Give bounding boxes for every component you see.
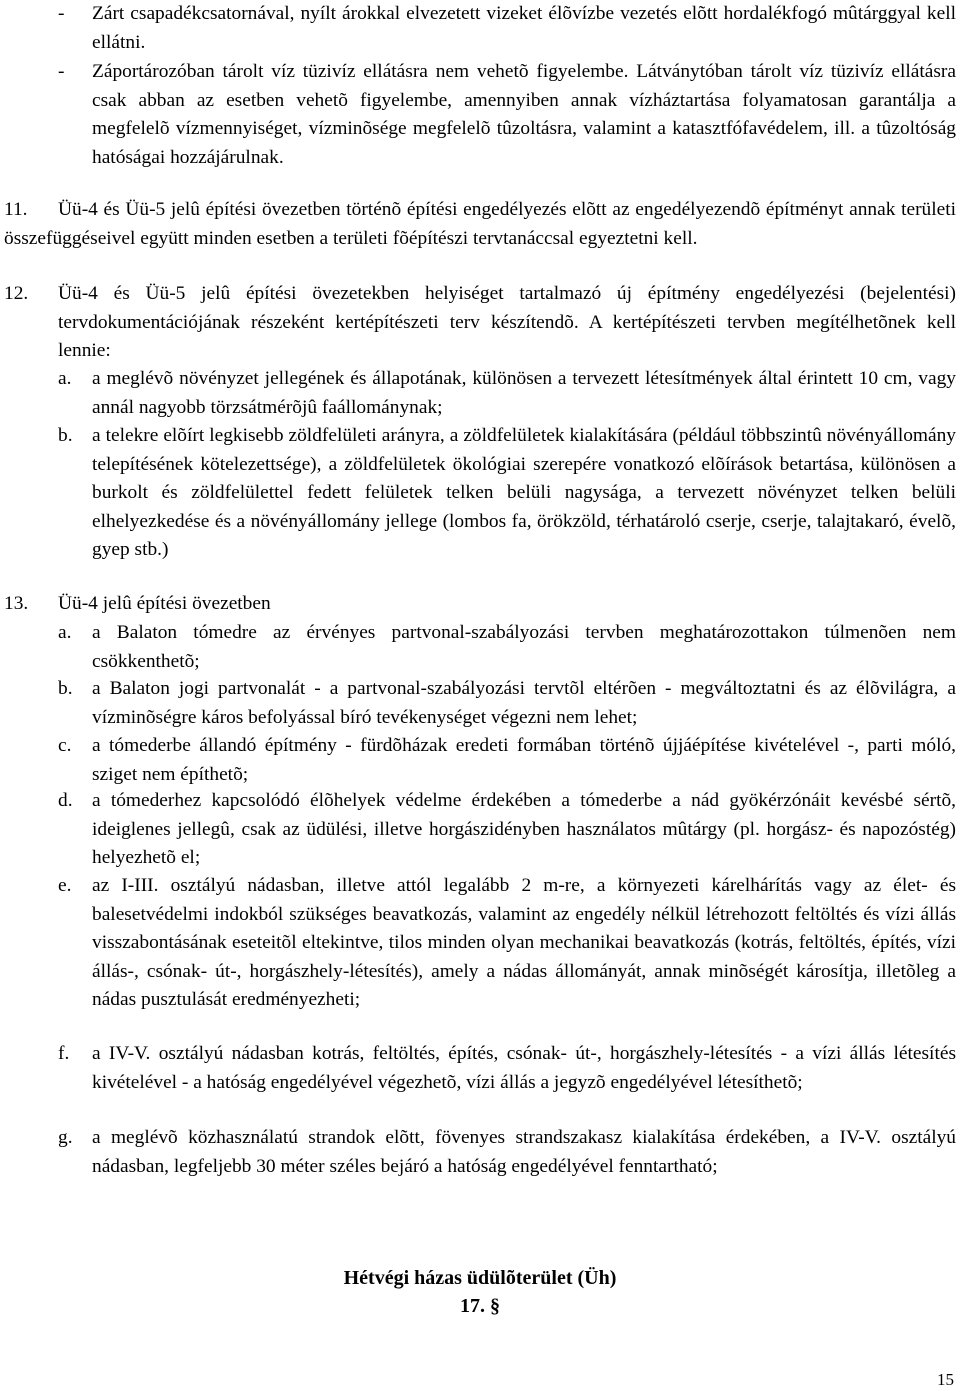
section-paragraph-number: 17. § [460,1295,500,1317]
page-number: 15 [937,1370,954,1389]
item-number: 12. [4,283,29,304]
sub-item [0,1124,960,1210]
paragraph-text: Üü-4 és Üü-5 jelû építési övezetben történõ építési engedélyezés elõtt az engedélyezendõ építményt annak területi összefüggéseivel együtt minden esetben a területi fõépítészi tervtanáccsal egyeztetni kell. [4,199,956,249]
sub-item [0,675,960,733]
numbered-item-12 [0,280,960,364]
paragraph-text: a tómederhez kapcsolódó élõhelyek védelme érdekében a tómederbe a nád gyökérzónáit kevésbé sértõ, ideiglenes jellegû, csak az üdülési, illetve horgászidényben használatos mûtárgy (pl. horgász- és napozóstég) helyezhetõ el; [92,790,956,869]
sub-item-letter: b. [58,678,73,699]
paragraph-text: a tómederbe állandó építmény - fürdõházak eredeti formában történõ újjáépítése kivételével -, parti móló, sziget nem építhetõ; [92,735,956,785]
sub-item-letter: b. [58,425,73,446]
item-number: 13. [4,593,29,614]
sub-item [0,732,960,790]
item-number: 11. [4,199,28,220]
paragraph-text: a meglévõ növényzet jellegének és állapotának, különösen a tervezett létesítmények által érintett 10 cm, vagy annál nagyobb törzsátmérõjû faállománynak; [92,368,956,418]
sub-item-letter: a. [58,622,72,643]
dash-marker: - [58,61,65,82]
numbered-item-11 [0,196,960,278]
sub-item-letter: e. [58,875,72,896]
sub-item [0,787,960,873]
sub-item [0,422,960,592]
paragraph-text: a telekre elõírt legkisebb zöldfelületi arányra, a zöldfelületek kialakítására (például többszintû növényállomány telepítésének kötelezettsége), a zöldfelületek ökológiai szerepére vonatkozó elõírások betartása, különösen a burkolt és zöldfelülettel fedett felületek telken belüli nagysága, a tervezett növényzet telken belüli elhelyezkedése és a növényállomány jellege (lombos fa, örökzöld, térhatároló cserje, cserje, talajtakaró, évelõ, gyep stb.) [92,425,956,561]
sub-item [0,619,960,677]
dash-item [0,58,960,194]
sub-item-letter: f. [58,1043,70,1064]
sub-item [0,365,960,423]
section-title: Hétvégi házas üdülõterület (Üh) [343,1267,617,1289]
numbered-item-13 [0,590,960,618]
paragraph-text: a Balaton jogi partvonalát - a partvonal-szabályozási tervtõl eltérõen - megváltoztatni és az élõvilágra, a vízminõségre káros befolyással bíró tevékenységet végezni nem lehet; [92,678,956,728]
sub-item [0,1040,960,1126]
paragraph-text: a Balaton tómedre az érvényes partvonal-szabályozási tervben meghatározottakon túlmenõen nem csökkenthetõ; [92,622,956,672]
paragraph-text: a IV-V. osztályú nádasban kotrás, feltöltés, építés, csónak- út-, horgászhely-létesítés - a vízi állás létesítés kivételével - a hatóság engedélyével végezhetõ, vízi állás a jegyzõ engedélyével létesíthetõ; [92,1043,956,1093]
sub-item [0,872,960,1044]
sub-item-letter: a. [58,368,72,389]
sub-item-letter: d. [58,790,73,811]
dash-item [0,0,960,58]
sub-item-letter: c. [58,735,72,756]
paragraph-text: a meglévõ közhasználatú strandok elõtt, fövenyes strandszakasz kialakítása érdekében, a IV-V. osztályú nádasban, legfeljebb 30 méter széles bejáró a hatóság engedélyével fenntartható; [92,1127,956,1177]
sub-item-letter: g. [58,1127,73,1148]
dash-marker: - [58,3,65,24]
paragraph-text: az I-III. osztályú nádasban, illetve attól legalább 2 m-re, a környezeti kárelhárítás vagy az élet- és balesetvédelmi indokból szükséges beavatkozás, valamint az engedély nélkül létrehozott feltöltés és vízi állás visszabontásának eseteitõl eltekintve, tilos minden olyan mechanikai beavatkozás (kotrás, feltöltés, építés, vízi állás-, csónak- út-, horgászhely-létesítés), amely a nádas állományát, annak minõségét károsítja, illetõleg a nádas pusztulását eredményezheti; [92,875,956,1011]
paragraph-text: Záportározóban tárolt víz tüzivíz ellátásra nem vehetõ figyelembe. Látványtóban tárolt víz tüzivíz ellátásra csak abban az esetben vehetõ figyelembe, amennyiben annak vízháztartása folyamatosan garantálja a megfelelõ vízmennyiséget, vízminõsége megfelelõ tûzoltásra, valamint a katasztfófavédelem, ill. a tûzoltóság hatóságai hozzájárulnak. [92,61,956,168]
paragraph-text: Zárt csapadékcsatornával, nyílt árokkal elvezetett vizeket élõvízbe vezetés elõtt hordalékfogó mûtárggyal kell ellátni. [92,3,956,53]
paragraph-text: Üü-4 jelû építési övezetben [58,593,271,614]
paragraph-text: Üü-4 és Üü-5 jelû építési övezetekben helyiséget tartalmazó új építmény engedélyezési (bejelentési) tervdokumentációjának részeként kertépítészeti terv készítendõ. A kertépítészeti tervben megítélhetõnek kell lennie: [58,283,956,362]
